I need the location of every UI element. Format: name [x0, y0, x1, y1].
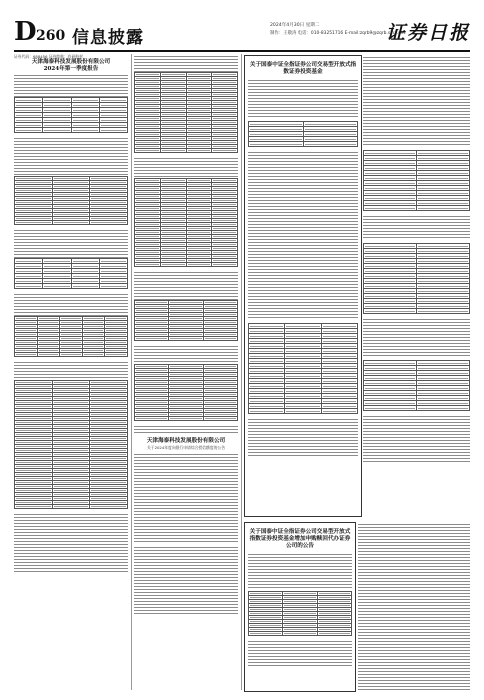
data-table: [134, 72, 238, 153]
data-table: [248, 591, 352, 636]
body-text: [134, 344, 238, 364]
page-letter: D: [14, 17, 36, 47]
column-2: [134, 54, 238, 690]
body-text: [363, 317, 470, 357]
article-title-4: 关于国泰中证全指证券公司交易型开放式指数证券投资基金增加申购赎回代办证券公司的公告: [249, 529, 351, 549]
body-text: [14, 292, 128, 316]
body-text: [248, 552, 352, 588]
data-table: [134, 300, 238, 341]
data-table: [134, 178, 238, 267]
column-1: [14, 54, 128, 690]
body-text: [134, 424, 238, 434]
article-subtitle-2: 关于2024年度向银行申请综合授信额度的公告: [146, 445, 225, 450]
body-text: [14, 228, 128, 258]
body-text: [248, 417, 358, 457]
masthead: [14, 18, 470, 48]
column-divider: [241, 54, 242, 690]
contact-line: 制作：王敬涛 电话：010-83251716 E-mail:zqrb9@zqrb.sina.net: [270, 31, 406, 36]
body-text: [363, 55, 470, 147]
body-text: [134, 156, 238, 178]
body-text: [14, 73, 128, 97]
data-table: [363, 243, 470, 314]
data-table: [14, 97, 128, 133]
stock-name: 证券简称：有研粉材: [48, 54, 83, 59]
date-line: 2024年4月30日 星期二: [270, 23, 320, 28]
notice-box: [244, 55, 362, 517]
data-table: [248, 121, 358, 147]
stock-code: 证券代码：688456: [14, 54, 48, 59]
body-text: [248, 639, 352, 667]
body-text: [248, 78, 358, 118]
section-title: 信息披露: [72, 28, 144, 48]
body-text: [363, 414, 470, 464]
body-text: [134, 54, 238, 72]
article-title-1: 天津海泰科技发展股份有限公司: [31, 59, 111, 65]
body-text: [14, 360, 128, 380]
body-text: [363, 214, 470, 240]
column-4: [363, 55, 470, 515]
data-table: [363, 360, 470, 411]
data-table: [363, 150, 470, 211]
data-table: [14, 316, 128, 357]
data-table: [14, 380, 128, 509]
body-text: [14, 136, 128, 176]
article-title-3: 关于国泰中证全指证券公司交易型开放式指数证券投资基金: [249, 62, 357, 75]
data-table: [134, 364, 238, 421]
notice-box: [244, 522, 356, 692]
body-text: [14, 512, 128, 572]
body-text: [134, 452, 238, 542]
page-number: 260: [36, 28, 66, 44]
article-subtitle-1: 2024年第一季度报告: [43, 66, 99, 72]
column-4-bottom: [358, 522, 470, 690]
paper-name-logo: 证券日报: [385, 22, 470, 44]
data-table: [248, 323, 358, 414]
body-text: [358, 522, 470, 690]
data-table: [14, 258, 128, 289]
column-divider: [131, 54, 132, 690]
data-table: [14, 176, 128, 225]
body-text: [134, 270, 238, 300]
article-title-2: 天津海泰科技发展股份有限公司: [146, 438, 226, 444]
body-text: [134, 545, 238, 615]
masthead-rule: [14, 50, 470, 52]
body-text: [248, 150, 358, 320]
